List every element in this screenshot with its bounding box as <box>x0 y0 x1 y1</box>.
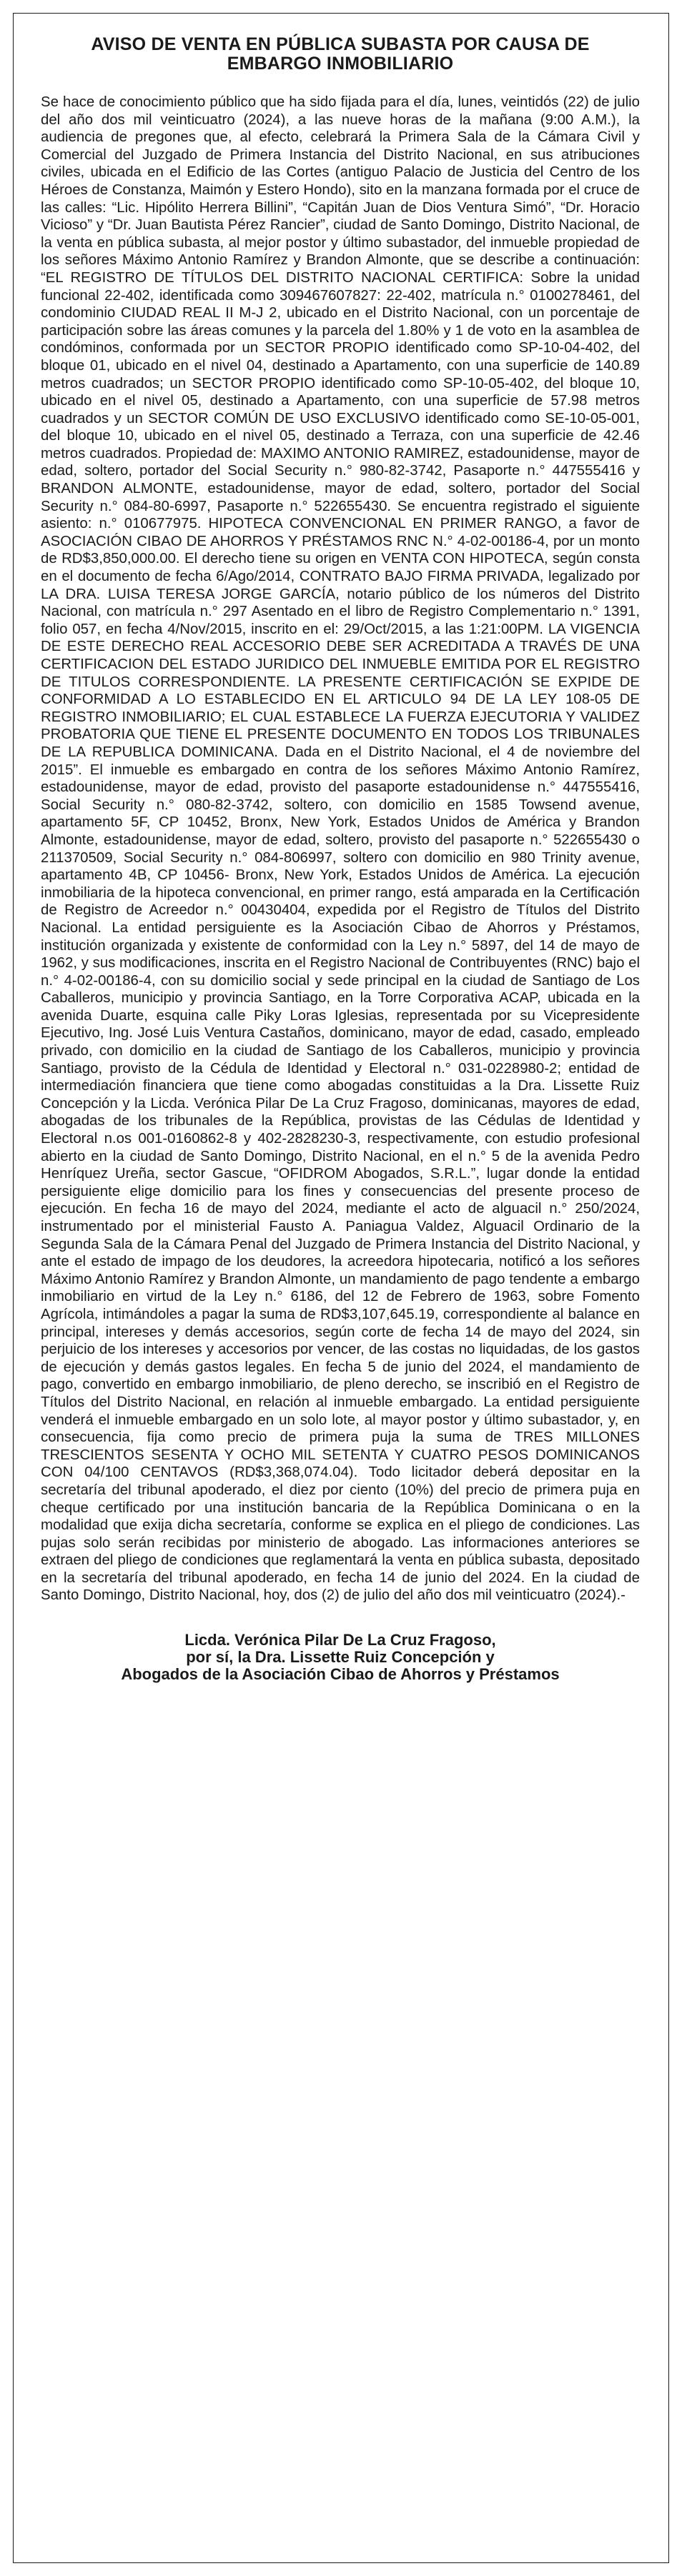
notice-title <box>41 35 640 74</box>
notice-title-line-2: EMBARGO INMOBILIARIO <box>227 54 454 74</box>
notice-signature <box>41 1632 640 1683</box>
notice-body: Se hace de conocimiento público que ha sido fijada para el día, lunes, veintidós (22) de julio del año dos mil veinticuatro (2024), a las nueve horas de la mañana (9:00 A.M.), la audiencia de pregones que, al efecto, celebrará la Primera Sala de la Cámara Civil y Comercial del Juzgado de Primera Instancia del Distrito Nacional, en sus atribuciones civiles, ubicada en el Edificio de las Cortes (antiguo Palacio de Justicia del Centro de los Héroes de Constanza, Maimón y Estero Hondo), sito en la manzana formada por el cruce de las calles: “Lic. Hipólito Herrera Billini”, “Capitán Juan de Dios Ventura Simó”, “Dr. Horacio Vicioso” y “Dr. Juan Bautista Pérez Rancier”, ciudad de Santo Domingo, Distrito Nacional, de la venta en pública subasta, al mejor postor y último subastador, del inmueble propiedad de los señores Máximo Antonio Ramírez y Brandon Almonte, que se describe a continuación: “EL REGISTRO DE TÍTULOS DEL DISTRITO NACIONAL CERTIFICA: Sobre la unidad funcional 22-402, identificada como 309467607827: 22-402, matrícula n.° 0100278461, del condominio CIUDAD REAL II M-J 2, ubicado en el Distrito Nacional, con un porcentaje de participación sobre las áreas comunes y la parcela del 1.80% y 1 de voto en la asamblea de condóminos, conformada por un SECTOR PROPIO identificado como SP-10-04-402, del bloque 01, ubicado en el nivel 04, destinado a Apartamento, con una superficie de 140.89 metros cuadrados; un SECTOR PROPIO identificado como SP-10-05-402, del bloque 10, ubicado en el nivel 05, destinado a Apartamento, con una superficie de 57.98 metros cuadrados y un SECTOR COMÚN DE USO EXCLUSIVO identificado como SE-10-05-001, del bloque 10, ubicado en el nivel 05, destinado a Terraza, con una superficie de 42.46 metros cuadrados. Propiedad de: MAXIMO ANTONIO RAMIREZ, estadounidense, mayor de edad, soltero, portador del Social Security n.° 980-82-3742, Pasaporte n.° 447555416 y BRANDON ALMONTE, estadounidense, mayor de edad, soltero, portador del Social Security n.° 084-80-6997, Pasaporte n.° 522655430. Se encuentra registrado el siguiente asiento: n.° 010677975. HIPOTECA CONVENCIONAL EN PRIMER RANGO, a favor de ASOCIACIÓN CIBAO DE AHORROS Y PRÉSTAMOS RNC N.° 4-02-00186-4, por un monto de RD$3,850,000.00. El derecho tiene su origen en VENTA CON HIPOTECA, según consta en el documento de fecha 6/Ago/2014, CONTRATO BAJO FIRMA PRIVADA, legalizado por LA DRA. LUISA TERESA JORGE GARCÍA, notario público de los números del Distrito Nacional, con matrícula n.° 297 Asentado en el libro de Registro Complementario n.° 1391, folio 057, en fecha 4/Nov/2015, inscrito en el: 29/Oct/2015, a las 1:21:00PM. LA VIGENCIA DE ESTE DERECHO REAL ACCESORIO DEBE SER ACREDITADA A TRAVÉS DE UNA CERTIFICACION DEL ESTADO JURIDICO DEL INMUEBLE EMITIDA POR EL REGISTRO DE TITULOS CORRESPONDIENTE. LA PRESENTE CERTIFICACIÓN SE EXPIDE DE CONFORMIDAD A LO ESTABLECIDO EN EL ARTICULO 94 DE LA LEY 108-05 DE REGISTRO INMOBILIARIO; EL CUAL ESTABLECE LA FUERZA EJECUTORIA Y VALIDEZ PROBATORIA QUE TIENE EL PRESENTE DOCUMENTO EN TODOS LOS TRIBUNALES DE LA REPUBLICA DOMINICANA. Dada en el Distrito Nacional, el 4 de noviembre del 2015”. El inmueble es embargado en contra de los señores Máximo Antonio Ramírez, estadounidense, mayor de edad, provisto del pasaporte estadounidense n.° 447555416, Social Security n.° 080-82-3742, soltero, con domicilio en 1585 Towsend avenue, apartamento 5F, CP 10452, Bronx, New York, Estados Unidos de América y Brandon Almonte, estadounidense, mayor de edad, soltero, provisto del pasaporte n.° 522655430 o 211370509, Social Security n.° 084-806997, soltero con domicilio en 980 Trinity avenue, apartamento 4B, CP 10456- Bronx, New York, Estados Unidos de América. La ejecución inmobiliaria de la hipoteca convencional, en primer rango, está amparada en la Certificación de Registro de Acreedor n.° 00430404, expedida por el Registro de Títulos del Distrito Nacional. La entidad persiguiente es la Asociación Cibao de Ahorros y Préstamos, institución organizada y existente de conformidad con la Ley n.° 5897, del 14 de mayo de 1962, y sus modificaciones, inscrita en el Registro Nacional de Contribuyentes (RNC) bajo el n.° 4-02-00186-4, con su domicilio social y sede principal en la ciudad de Santiago de Los Caballeros, municipio y provincia Santiago, en la Torre Corporativa ACAP, ubicada en la avenida Duarte, esquina calle Piky Loras Iglesias, representada por su Vicepresidente Ejecutivo, Ing. José Luis Ventura Castaños, dominicano, mayor de edad, casado, empleado privado, con domicilio en la ciudad de Santiago de los Caballeros, municipio y provincia Santiago, provisto de la Cédula de Identidad y Electoral n.° 031-0228980-2; entidad de intermediación financiera que tiene como abogadas constituidas a la Dra. Lissette Ruiz Concepción y la Licda. Verónica Pilar De La Cruz Fragoso, dominicanas, mayores de edad, abogadas de los tribunales de la República, provistas de las Cédulas de Identidad y Electoral n.os 001-0160862-8 y 402-2828230-3, respectivamente, con estudio profesional abierto en la ciudad de Santo Domingo, Distrito Nacional, en el n.° 5 de la avenida Pedro Henríquez Ureña, sector Gascue, “OFIDROM Abogados, S.R.L.”, lugar donde la entidad persiguiente elige domicilio para los fines y consecuencias del presente proceso de ejecución. En fecha 16 de mayo del 2024, mediante el acto de alguacil n.° 250/2024, instrumentado por el ministerial Fausto A. Paniagua Valdez, Alguacil Ordinario de la Segunda Sala de la Cámara Penal del Juzgado de Primera Instancia del Distrito Nacional, y ante el estado de impago de los deudores, la acreedora hipotecaria, notificó a los señores Máximo Antonio Ramírez y Brandon Almonte, un mandamiento de pago tendente a embargo inmobiliario en virtud de la Ley n.° 6186, del 12 de Febrero de 1963, sobre Fomento Agrícola, intimándoles a pagar la suma de RD$3,107,645.19, correspondiente al balance en principal, intereses y demás accesorios, según corte de fecha 14 de mayo del 2024, sin perjuicio de los intereses y accesorios por vencer, de las costas no liquidadas, de los gastos de ejecución y demás gastos legales. En fecha 5 de junio del 2024, el mandamiento de pago, convertido en embargo inmobiliario, de pleno derecho, se inscribió en el Registro de Títulos del Distrito Nacional, en relación al inmueble embargado. La entidad persiguiente venderá el inmueble embargado en un solo lote, al mayor postor y último subastador, y, en consecuencia, fija como precio de primera puja la suma de TRES MILLONES TRESCIENTOS SESENTA Y OCHO MIL SETENTA Y CUATRO PESOS DOMINICANOS CON 04/100 CENTAVOS (RD$3,368,074.04). Todo licitador deberá depositar en la secretaría del tribunal apoderado, el diez por ciento (10%) del precio de primera puja en cheque certificado por una institución bancaria de la República Dominicana o en la modalidad que exija dicha secretaría, conforme se explica en el pliego de condiciones. Las pujas solo serán recibidas por ministerio de abogado. Las informaciones anteriores se extraen del pliego de condiciones que reglamentará la venta en pública subasta, depositado en la secretaría del tribunal apoderado, en fecha 14 de junio del 2024. En la ciudad de Santo Domingo, Distrito Nacional, hoy, dos (2) de julio del año dos mil veinticuatro (2024).- <box>41 94 640 1604</box>
signature-line-1: Licda. Verónica Pilar De La Cruz Fragoso, <box>184 1631 496 1649</box>
signature-line-3: Abogados de la Asociación Cibao de Ahorros y Préstamos <box>121 1665 560 1684</box>
signature-line-2: por sí, la Dra. Lissette Ruiz Concepción y <box>186 1648 495 1667</box>
legal-notice <box>13 13 669 2563</box>
notice-title-line-1: AVISO DE VENTA EN PÚBLICA SUBASTA POR CAUSA DE <box>91 34 590 54</box>
